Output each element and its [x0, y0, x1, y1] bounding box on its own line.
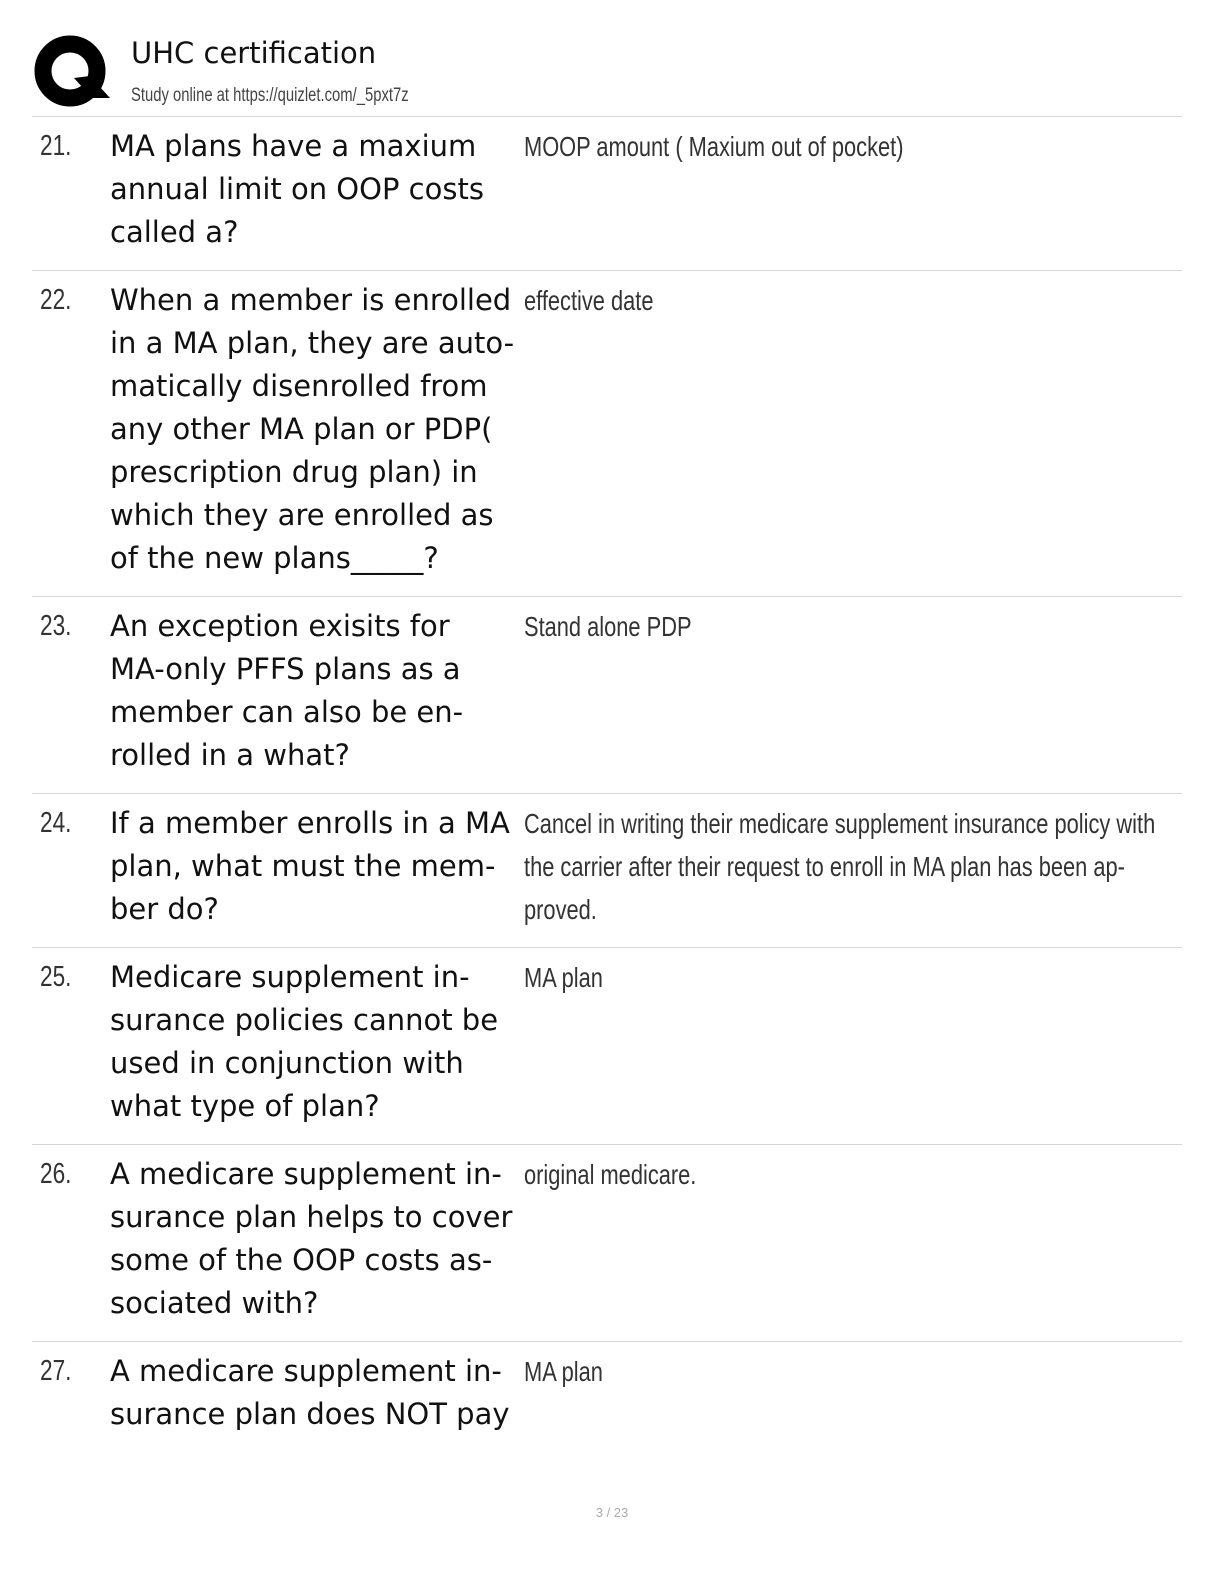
page-number: 3 / 23	[595, 1505, 629, 1520]
quizlet-logo-icon	[34, 34, 110, 110]
card-term: A medicare supplement in- surance plan helps to cover some of the OOP costs as- sociated with?	[110, 1157, 513, 1320]
card-number: 22.	[40, 284, 72, 316]
flashcard-row	[32, 794, 1182, 948]
card-number: 21.	[40, 130, 72, 162]
card-number: 23.	[40, 610, 72, 642]
card-term: When a member is enrolled in a MA plan, they are auto- matically disenrolled from any other MA plan or PDP( prescription drug plan) in which they are enrolled as of the new plans_____?	[110, 283, 515, 575]
flashcard-row	[32, 117, 1182, 271]
card-term: A medicare supplement in- surance plan does NOT pay	[110, 1354, 510, 1431]
document-header	[34, 30, 1184, 114]
card-number: 25.	[40, 961, 72, 993]
card-term: MA plans have a maxium annual limit on OOP costs called a?	[110, 129, 484, 249]
card-term: An exception exisits for MA-only PFFS plans as a member can also be en- rolled in a what?	[110, 609, 464, 772]
card-definition: effective date	[524, 285, 654, 316]
study-online-link[interactable]: Study online at https://quizlet.com/_5pxt7z	[131, 85, 409, 106]
card-definition: MA plan	[524, 1356, 603, 1387]
flashcard-list	[32, 116, 1182, 1452]
card-number: 27.	[40, 1355, 72, 1387]
flashcard-row	[32, 597, 1182, 794]
flashcard-row	[32, 1145, 1182, 1342]
document-title: UHC certification	[131, 36, 377, 70]
card-number: 26.	[40, 1158, 72, 1190]
flashcard-row	[32, 271, 1182, 597]
card-definition: MOOP amount ( Maxium out of pocket)	[524, 131, 904, 162]
card-definition: MA plan	[524, 962, 603, 993]
card-term: If a member enrolls in a MA plan, what must the mem- ber do?	[110, 806, 510, 926]
card-definition: Stand alone PDP	[524, 611, 692, 642]
card-term: Medicare supplement in- surance policies cannot be used in conjunction with what type of plan?	[110, 960, 499, 1123]
flashcard-row	[32, 948, 1182, 1145]
card-number: 24.	[40, 807, 72, 839]
card-definition: Cancel in writing their medicare supplement insurance policy with the carrier after their request to enroll in MA plan has been ap- proved.	[524, 808, 1156, 925]
flashcard-row	[32, 1342, 1182, 1452]
card-definition: original medicare.	[524, 1159, 697, 1190]
